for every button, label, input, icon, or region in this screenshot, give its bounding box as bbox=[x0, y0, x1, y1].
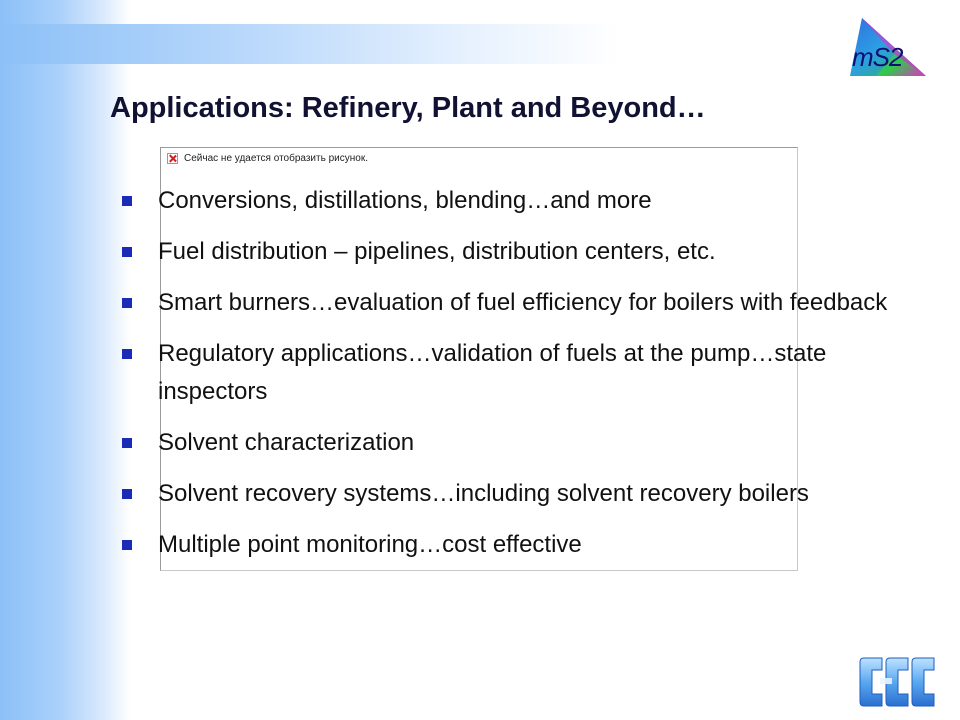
broken-image-row bbox=[167, 153, 368, 164]
bullet-square-icon bbox=[122, 196, 132, 206]
list-item bbox=[122, 284, 922, 322]
list-item bbox=[122, 182, 922, 220]
top-gradient-band bbox=[0, 24, 620, 64]
bullet-square-icon bbox=[122, 438, 132, 448]
bullet-text: Conversions, distillations, blending…and more bbox=[158, 187, 652, 214]
bullet-text: Smart burners…evaluation of fuel efficiency for boilers with feedback bbox=[158, 289, 888, 316]
bullet-list bbox=[122, 182, 922, 577]
list-item bbox=[122, 475, 922, 513]
bullet-text: Fuel distribution – pipelines, distribution centers, etc. bbox=[158, 238, 716, 265]
bullet-square-icon bbox=[122, 540, 132, 550]
slide-title: Applications: Refinery, Plant and Beyond… bbox=[110, 92, 706, 124]
bullet-text: Regulatory applications…validation of fuels at the pump…state inspectors bbox=[158, 340, 827, 405]
bullet-square-icon bbox=[122, 247, 132, 257]
ms2-logo bbox=[846, 14, 930, 80]
bullet-square-icon bbox=[122, 349, 132, 359]
list-item bbox=[122, 335, 922, 411]
ccc-logo-icon bbox=[858, 652, 938, 712]
list-item bbox=[122, 526, 922, 564]
list-item bbox=[122, 233, 922, 271]
ms2-logo-text: mS2 bbox=[852, 42, 903, 72]
bullet-text: Solvent recovery systems…including solvent recovery boilers bbox=[158, 480, 809, 507]
broken-image-icon bbox=[167, 153, 178, 164]
ccc-logo bbox=[858, 652, 938, 712]
bullet-text: Solvent characterization bbox=[158, 429, 415, 456]
bullet-square-icon bbox=[122, 489, 132, 499]
bullet-text: Multiple point monitoring…cost effective bbox=[158, 531, 582, 558]
list-item bbox=[122, 424, 922, 462]
bullet-square-icon bbox=[122, 298, 132, 308]
broken-image-text: Сейчас не удается отобразить рисунок. bbox=[184, 153, 368, 164]
